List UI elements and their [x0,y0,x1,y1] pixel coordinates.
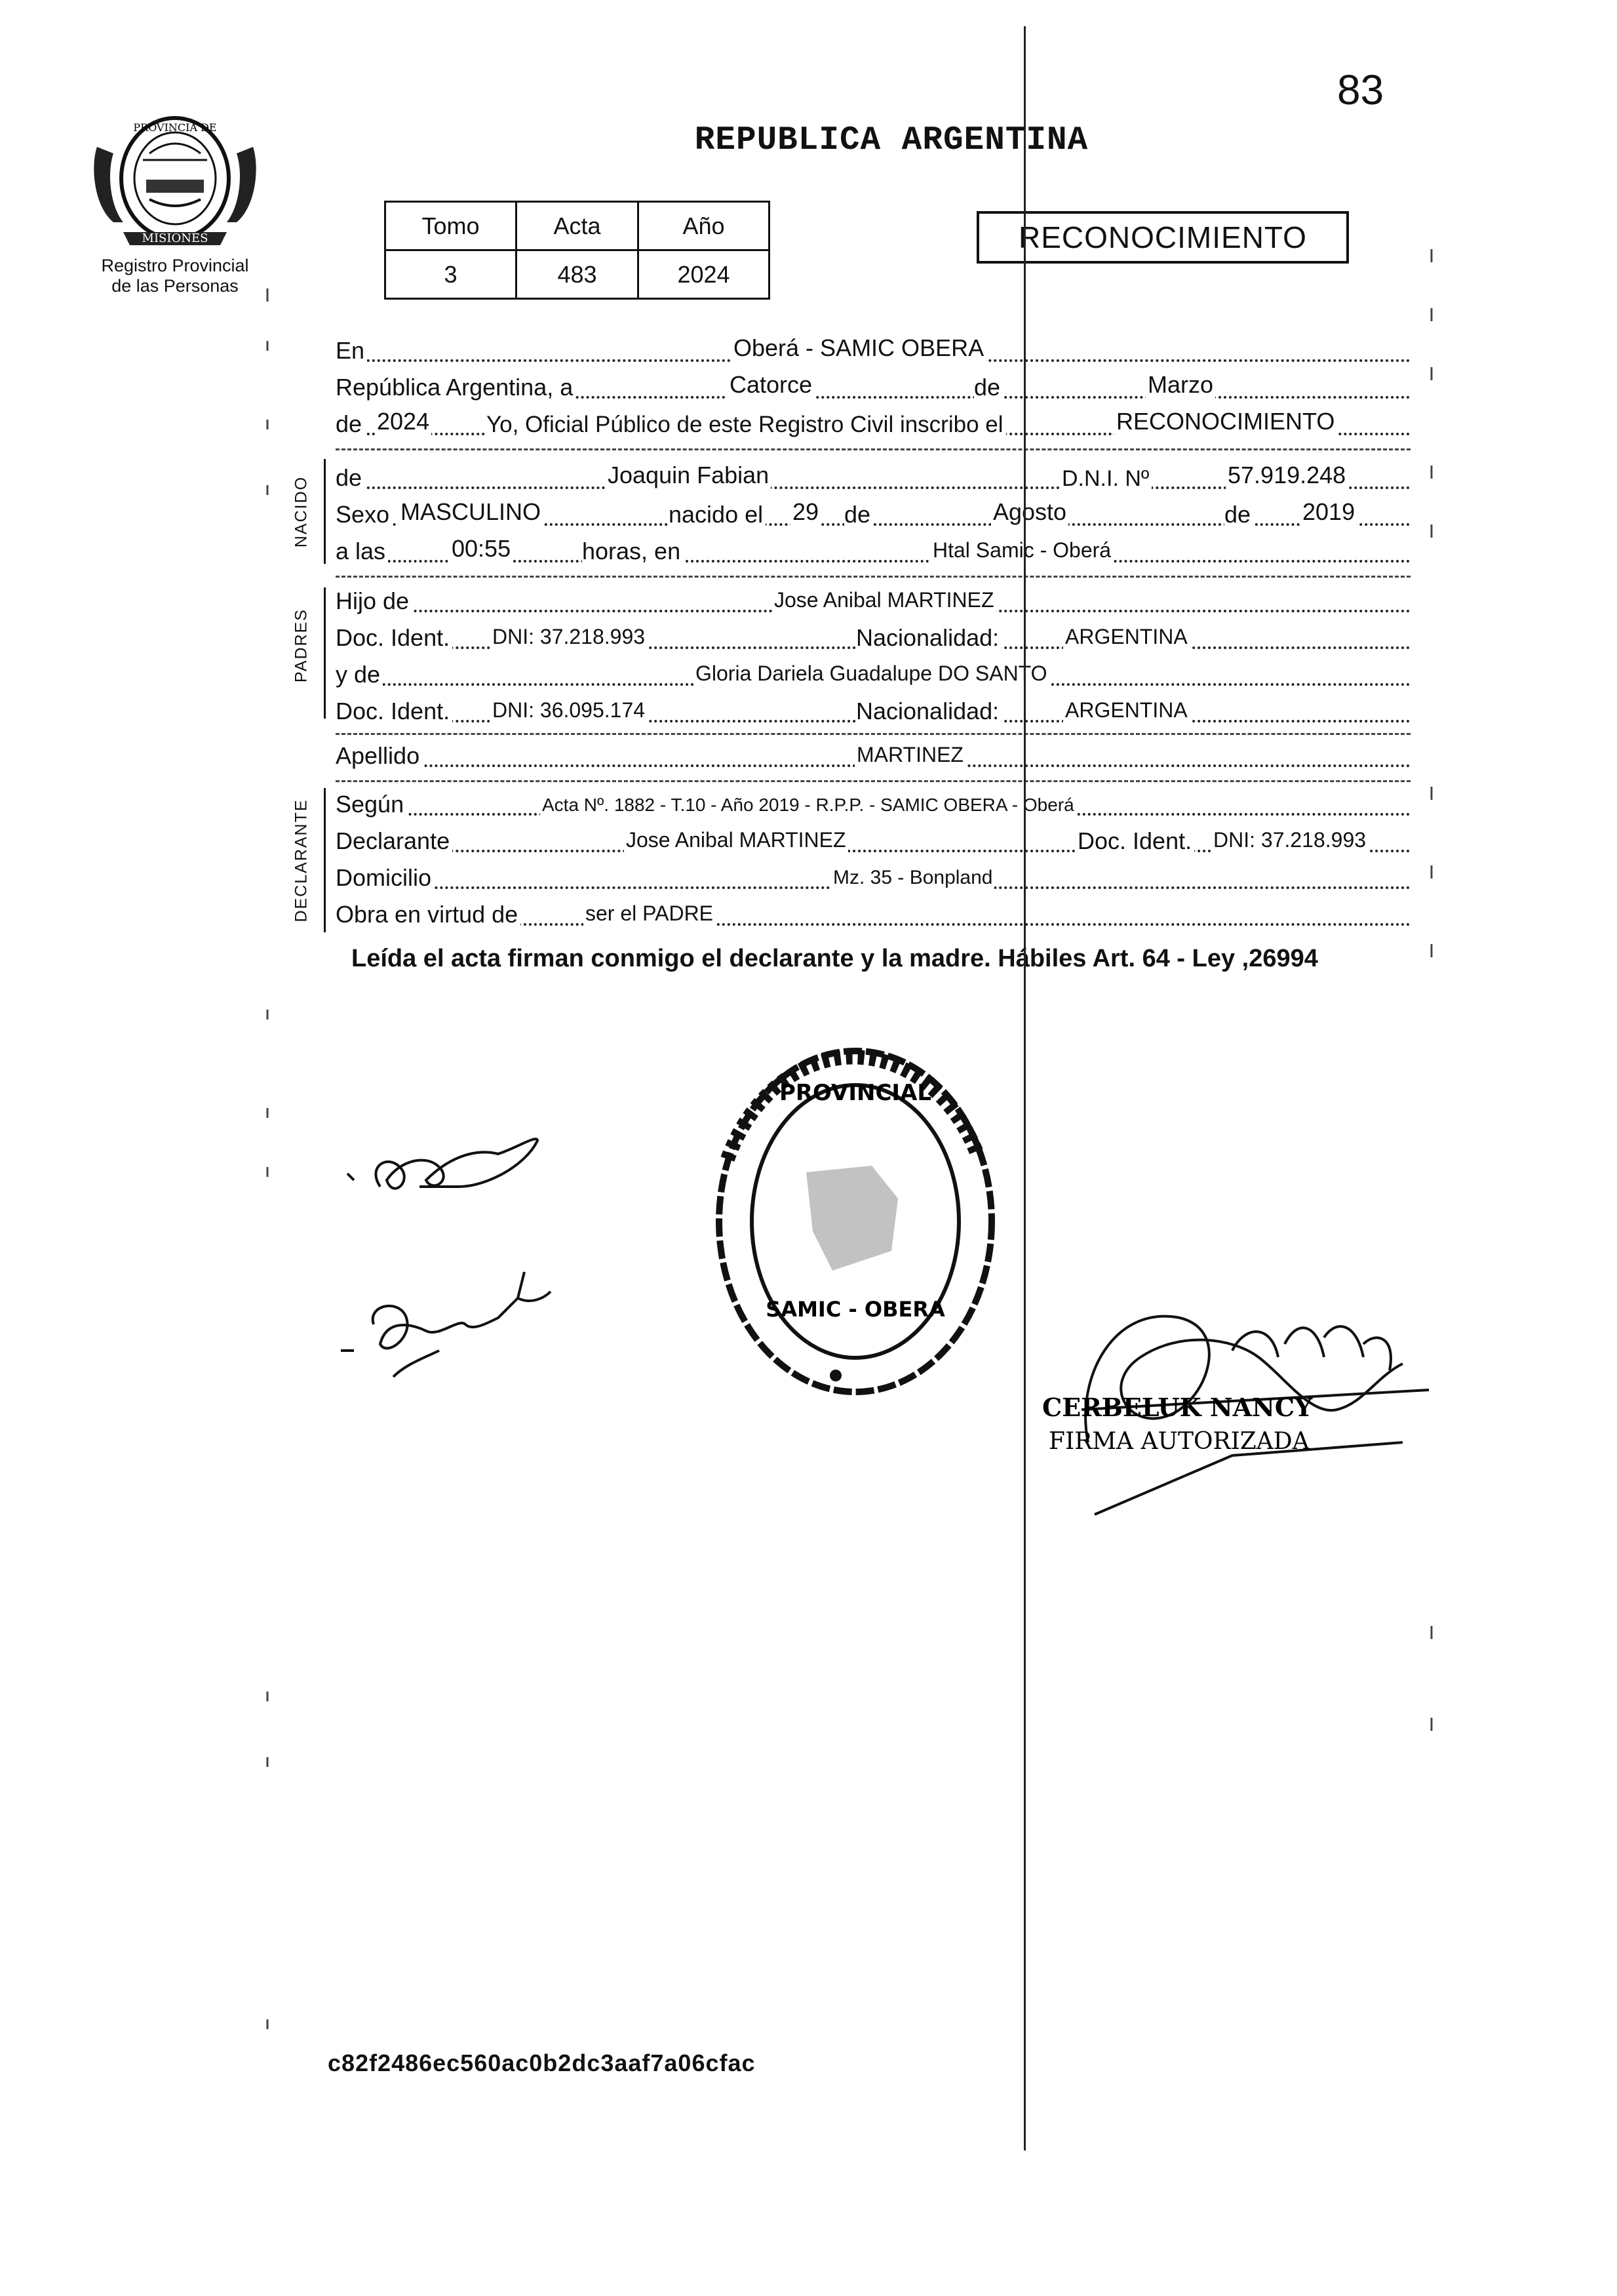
divider [336,576,1411,578]
place-label: En [336,337,367,365]
registry-line-2: de las Personas [111,276,239,296]
father-row [336,582,1411,619]
section-label-padres: PADRES [292,608,311,683]
according-value: Acta Nº. 1882 - T.10 - Año 2019 - R.P.P. - SAMIC OBERA - Oberá [540,795,1076,816]
mother-doc-value: DNI: 36.095.174 [490,698,647,722]
svg-text:MISIONES: MISIONES [142,231,208,245]
divider [336,733,1411,735]
child-row [336,459,1411,496]
country-label: República Argentina, a [336,374,575,401]
section-bar-nacido [324,459,326,564]
surname-value: MARTINEZ [855,743,965,767]
child-label: de [336,464,364,492]
mother-doc-label: Doc. Ident. [336,698,452,725]
mother-nationality-label: Nacionalidad: [856,698,1002,725]
according-row [336,785,1411,822]
father-name-value: Jose Anibal MARTINEZ [772,588,996,612]
day-value: Catorce [728,371,814,399]
left-margin-marks [265,275,271,2046]
declarant-row [336,822,1411,859]
sex-row [336,496,1411,532]
sex-label: Sexo [336,501,392,528]
acta-header: Acta [516,202,638,250]
declarant-value: Jose Anibal MARTINEZ [624,828,848,852]
divider [336,780,1411,782]
record-type-box: RECONOCIMIENTO [977,211,1349,264]
closing-note: Leída el acta firman conmigo el declarante y la madre. Hábiles Art. 64 - Ley ,26994 [351,945,1318,972]
tomo-header: Tomo [385,202,516,250]
mother-doc-row [336,692,1411,729]
declarant-doc-value: DNI: 37.218.993 [1211,828,1368,852]
birth-de-label-2: de [1224,501,1253,528]
according-label: Según [336,791,406,818]
mother-nationality-value: ARGENTINA [1063,698,1190,722]
page-number: 83 [1337,66,1384,113]
time-row [336,532,1411,569]
fold-line [1024,26,1026,2150]
year-prefix: de [336,410,364,438]
father-doc-row [336,619,1411,656]
section-label-declarante: DECLARANTE [292,799,311,922]
place-value: Oberá - SAMIC OBERA [731,334,986,362]
svg-text:FIRMA AUTORIZADA: FIRMA AUTORIZADA [1049,1428,1310,1455]
act-type-value: RECONOCIMIENTO [1114,408,1336,435]
address-label: Domicilio [336,864,434,892]
authorized-signature [1036,1246,1435,1521]
anio-value: 2024 [638,250,770,299]
father-doc-label: Doc. Ident. [336,624,452,652]
section-bar-padres [324,587,326,719]
tomo-value: 3 [385,250,516,299]
svg-text:SAMIC - OBERA: SAMIC - OBERA [766,1297,945,1322]
father-doc-value: DNI: 37.218.993 [490,625,647,649]
section-label-nacido: NACIDO [292,475,311,548]
declarant-doc-label: Doc. Ident. [1078,827,1194,855]
date-row [336,368,1411,405]
record-table-value-row [385,250,770,299]
birth-de-label-1: de [844,501,873,528]
declarant-signature [341,1115,551,1219]
section-bar-declarante [324,788,326,932]
year-value: 2024 [375,408,431,435]
place-row [336,332,1411,368]
birth-time-value: 00:55 [450,535,513,563]
month-value: Marzo [1146,371,1215,399]
declarant-label: Declarante [336,827,452,855]
hours-label: horas, en [582,538,683,565]
capacity-value: ser el PADRE [583,901,715,926]
capacity-row [336,896,1411,932]
registry-line-1: Registro Provincial [101,256,249,275]
birth-year-value: 2019 [1300,498,1357,526]
child-dni-value: 57.919.248 [1226,462,1348,489]
official-seal [701,1035,1009,1408]
capacity-label: Obra en virtud de [336,901,520,928]
record-table [384,201,770,300]
father-label: Hijo de [336,587,412,615]
document-title: REPUBLICA ARGENTINA [694,122,1089,159]
acta-value: 483 [516,250,638,299]
statement-text: Yo, Oficial Público de este Registro Civil inscribo el [486,412,1006,438]
svg-text:PROVINCIAL: PROVINCIAL [779,1080,932,1106]
mother-row [336,656,1411,692]
surname-row [336,737,1411,774]
birth-month-value: Agosto [991,498,1068,526]
mother-signature [328,1246,564,1403]
father-nationality-label: Nacionalidad: [856,624,1002,652]
birth-place-value: Htal Samic - Oberá [931,538,1113,563]
svg-text:CERBELUK NANCY: CERBELUK NANCY [1042,1393,1313,1422]
birth-day-value: 29 [790,498,821,526]
child-name-value: Joaquin Fabian [606,462,771,489]
divider [336,448,1411,450]
statement-row [336,405,1411,442]
province-emblem [84,108,266,250]
record-table-header-row [385,202,770,250]
mother-name-value: Gloria Dariela Guadalupe DO SANTO [693,662,1049,686]
mother-label: y de [336,661,383,688]
of-label: de [974,374,1003,401]
dni-label: D.N.I. Nº [1062,466,1152,492]
address-row [336,859,1411,896]
anio-header: Año [638,202,770,250]
born-label: nacido el [669,501,766,528]
sex-value: MASCULINO [399,498,543,526]
right-margin-marks [1429,249,1435,1757]
time-label: a las [336,538,388,565]
svg-text:PROVINCIA DE: PROVINCIA DE [133,121,217,134]
registry-name [77,256,273,296]
father-nationality-value: ARGENTINA [1063,625,1190,649]
address-value: Mz. 35 - Bonpland [831,867,994,889]
surname-label: Apellido [336,742,422,770]
document-hash: c82f2486ec560ac0b2dc3aaf7a06cfac [328,2049,756,2076]
